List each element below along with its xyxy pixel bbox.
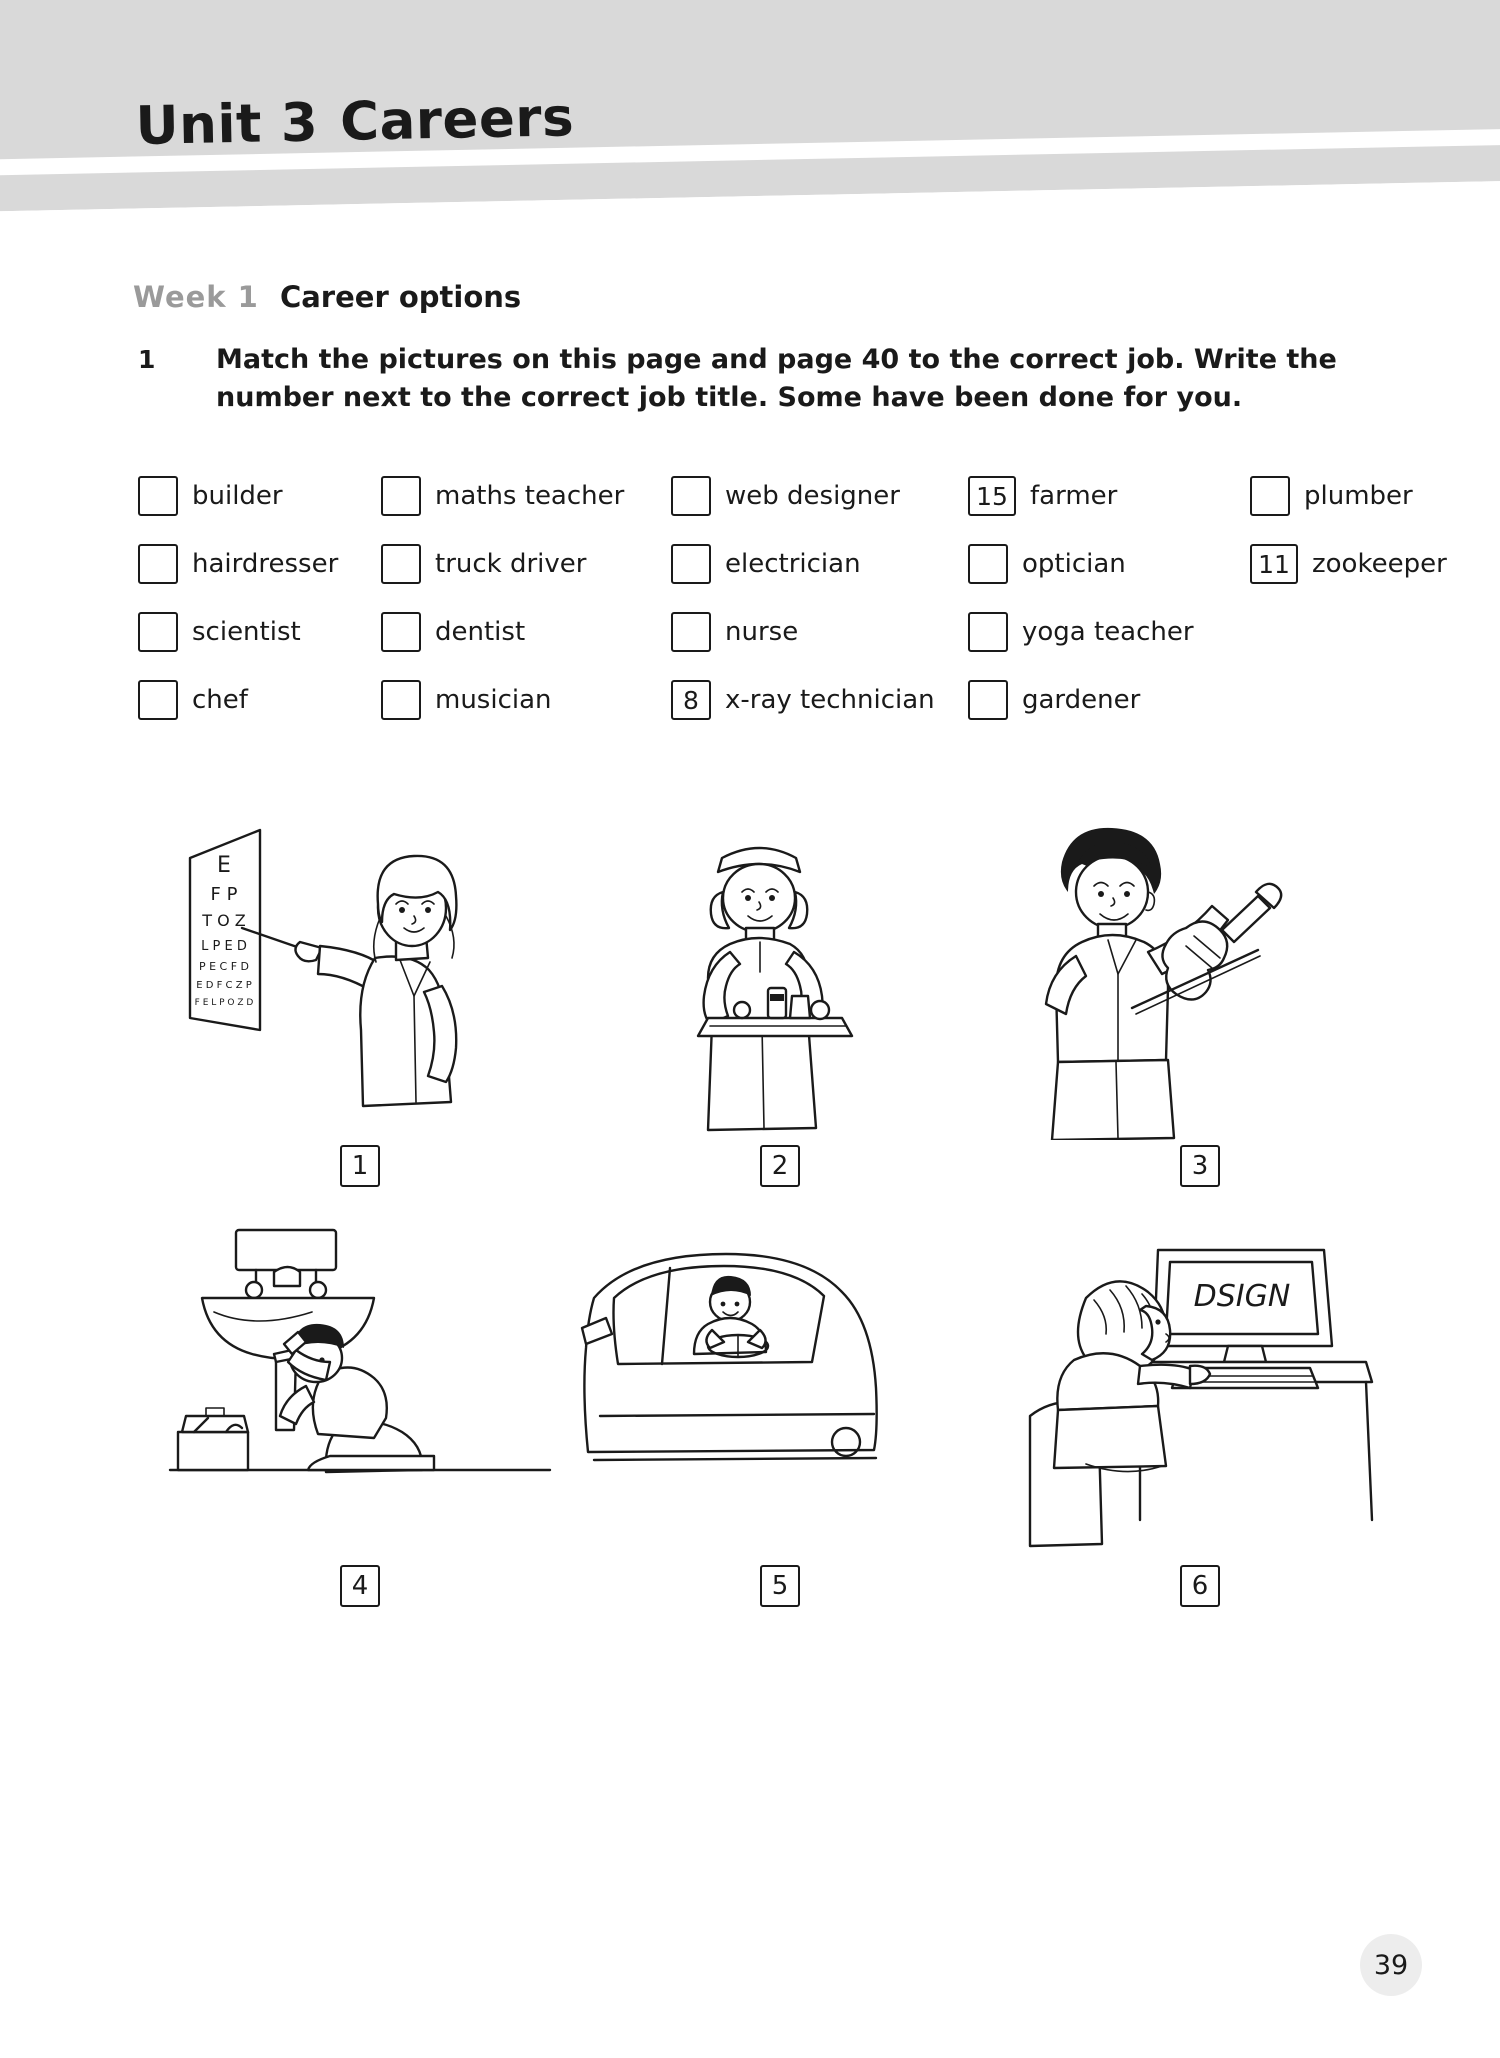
plumber-illustration xyxy=(150,1220,570,1560)
job-item-scientist[interactable] xyxy=(138,609,381,655)
picture-cell-3 xyxy=(990,800,1410,1220)
svg-text:E: E xyxy=(217,853,231,878)
job-item-zookeeper[interactable] xyxy=(1250,541,1450,587)
job-item-dentist[interactable] xyxy=(381,609,671,655)
job-label: chef xyxy=(192,685,248,715)
job-answer-box[interactable]: 8 xyxy=(671,680,711,720)
page-number: 39 xyxy=(1360,1934,1422,1996)
picture-row xyxy=(150,1220,1410,1640)
job-label: musician xyxy=(435,685,552,715)
job-item-chef[interactable] xyxy=(138,677,381,723)
job-answer-box[interactable] xyxy=(381,544,421,584)
job-answer-box[interactable] xyxy=(138,680,178,720)
task-number: 1 xyxy=(138,345,156,374)
week-label: Week 1 xyxy=(133,280,259,314)
job-answer-box[interactable] xyxy=(671,544,711,584)
job-answer-box[interactable] xyxy=(138,544,178,584)
job-label: truck driver xyxy=(435,549,587,579)
web-designer-illustration xyxy=(990,1220,1410,1560)
job-label: x-ray technician xyxy=(725,685,935,715)
job-label: yoga teacher xyxy=(1022,617,1194,647)
job-answer-box[interactable] xyxy=(381,680,421,720)
job-item-electrician[interactable] xyxy=(671,541,968,587)
job-item-maths-teacher[interactable] xyxy=(381,473,671,519)
job-label: web designer xyxy=(725,481,900,511)
task-instruction: Match the pictures on this page and page 40 to the correct job. Write the number next to the correct job title. Some have been done for you. xyxy=(216,344,1337,414)
job-label: maths teacher xyxy=(435,481,625,511)
picture-grid xyxy=(150,800,1410,1640)
job-item-nurse[interactable] xyxy=(671,609,968,655)
job-label: plumber xyxy=(1304,481,1413,511)
job-answer-box[interactable] xyxy=(968,544,1008,584)
job-item-gardener[interactable] xyxy=(968,677,1250,723)
nurse-illustration xyxy=(570,800,990,1140)
job-answer-box[interactable] xyxy=(671,612,711,652)
job-row xyxy=(138,609,1458,677)
picture-number: 2 xyxy=(760,1145,800,1187)
job-answer-box[interactable] xyxy=(381,476,421,516)
job-label: electrician xyxy=(725,549,861,579)
picture-number: 5 xyxy=(760,1565,800,1607)
job-item-truck-driver[interactable] xyxy=(381,541,671,587)
job-label: nurse xyxy=(725,617,799,647)
job-answer-box[interactable] xyxy=(138,476,178,516)
job-item-plumber[interactable] xyxy=(1250,473,1450,519)
page-header-band xyxy=(0,0,1500,240)
picture-number: 4 xyxy=(340,1565,380,1607)
job-label: optician xyxy=(1022,549,1126,579)
job-item-web-designer[interactable] xyxy=(671,473,968,519)
job-label: zookeeper xyxy=(1312,549,1447,579)
svg-text:E D F C Z P: E D F C Z P xyxy=(196,980,252,991)
picture-cell-5 xyxy=(570,1220,990,1640)
job-row xyxy=(138,541,1458,609)
job-row xyxy=(138,473,1458,541)
job-item-hairdresser[interactable] xyxy=(138,541,381,587)
job-item-xray-technician[interactable] xyxy=(671,677,968,723)
optician-illustration xyxy=(150,800,570,1140)
job-label: farmer xyxy=(1030,481,1118,511)
picture-cell-1 xyxy=(150,800,570,1220)
job-label: scientist xyxy=(192,617,301,647)
picture-number: 3 xyxy=(1180,1145,1220,1187)
picture-number: 6 xyxy=(1180,1565,1220,1607)
svg-text:F E L P O Z D: F E L P O Z D xyxy=(194,998,254,1008)
truck-driver-illustration xyxy=(570,1220,990,1560)
picture-number: 1 xyxy=(340,1145,380,1187)
week-heading xyxy=(133,280,521,314)
job-answer-box[interactable] xyxy=(381,612,421,652)
svg-text:P E C F D: P E C F D xyxy=(198,960,250,973)
job-answer-box[interactable] xyxy=(138,612,178,652)
job-answer-box[interactable] xyxy=(968,612,1008,652)
job-answer-box[interactable]: 15 xyxy=(968,476,1016,516)
job-answer-box[interactable] xyxy=(1250,476,1290,516)
svg-text:L P E D: L P E D xyxy=(201,939,247,954)
svg-text:F P: F P xyxy=(210,884,238,905)
job-item-yoga-teacher[interactable] xyxy=(968,609,1250,655)
page-title xyxy=(135,87,575,157)
svg-text:T O Z: T O Z xyxy=(202,911,246,930)
job-row xyxy=(138,677,1458,745)
picture-cell-4 xyxy=(150,1220,570,1640)
picture-cell-2 xyxy=(570,800,990,1220)
week-title: Career options xyxy=(279,280,522,314)
musician-illustration xyxy=(990,800,1410,1140)
unit-title-text: Careers xyxy=(339,87,575,153)
job-label: hairdresser xyxy=(192,549,339,579)
screen-text: DSIGN xyxy=(1193,1279,1291,1314)
unit-number: Unit 3 xyxy=(135,92,319,157)
job-label: gardener xyxy=(1022,685,1141,715)
job-label: builder xyxy=(192,481,283,511)
job-label: dentist xyxy=(435,617,526,647)
job-item-optician[interactable] xyxy=(968,541,1250,587)
job-item-farmer[interactable] xyxy=(968,473,1250,519)
job-item-musician[interactable] xyxy=(381,677,671,723)
job-list xyxy=(138,473,1458,745)
job-answer-box[interactable] xyxy=(671,476,711,516)
picture-row xyxy=(150,800,1410,1220)
job-answer-box[interactable] xyxy=(968,680,1008,720)
picture-cell-6 xyxy=(990,1220,1410,1640)
job-answer-box[interactable]: 11 xyxy=(1250,544,1298,584)
job-item-builder[interactable] xyxy=(138,473,381,519)
